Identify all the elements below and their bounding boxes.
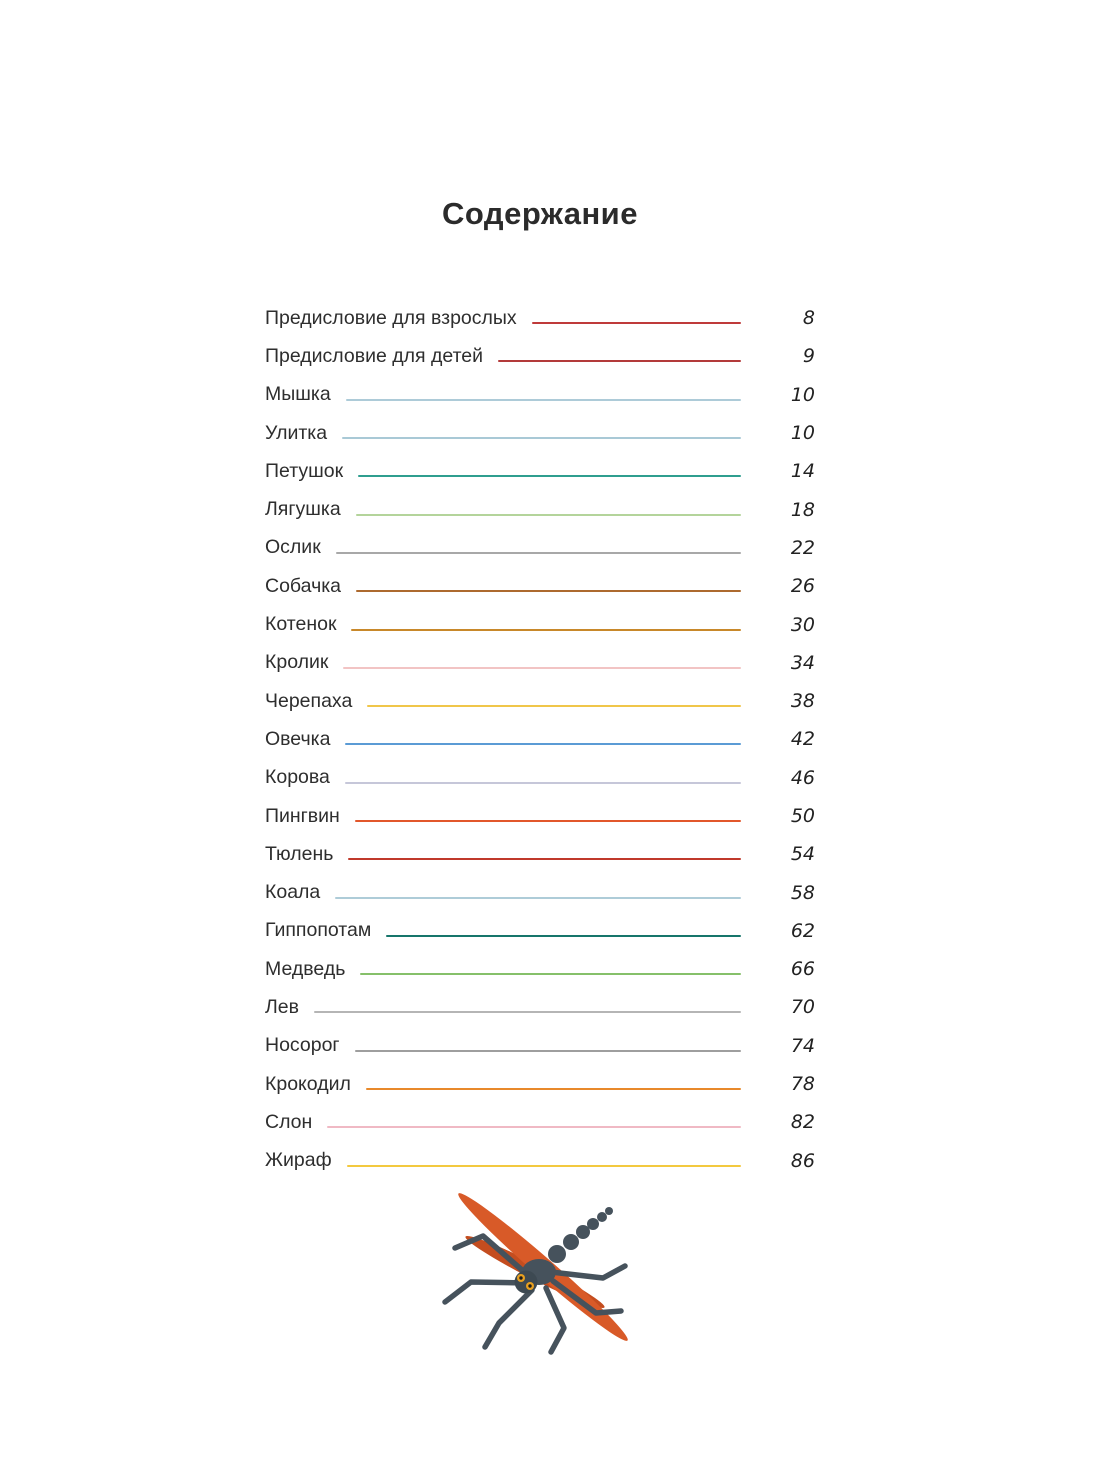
toc-entry-page: 8 xyxy=(802,307,815,330)
toc-leader-line xyxy=(336,552,741,554)
toc-entry-page: 58 xyxy=(790,881,815,904)
toc-leader-line xyxy=(360,973,741,975)
toc-entry-label: Крокодил xyxy=(265,1072,351,1095)
page-title: Содержание xyxy=(442,196,638,231)
toc-leader-line xyxy=(345,743,741,745)
toc-leader-line xyxy=(366,1088,741,1090)
toc-row xyxy=(265,720,815,758)
toc-row xyxy=(265,912,815,950)
toc-row xyxy=(265,1027,815,1065)
toc-row xyxy=(265,299,815,337)
toc-row xyxy=(265,797,815,835)
toc-entry-label: Петушок xyxy=(265,459,344,482)
toc-entry-label: Мышка xyxy=(265,383,331,406)
toc-row xyxy=(265,988,815,1026)
toc-entry-page: 78 xyxy=(790,1073,815,1096)
toc-leader-line xyxy=(335,897,741,899)
toc-row xyxy=(265,1103,815,1141)
toc-leader-line xyxy=(345,782,741,784)
toc-entry-label: Гиппопотам xyxy=(265,919,372,942)
toc-leader-line xyxy=(355,820,741,822)
toc-entry-label: Предисловие для взрослых xyxy=(265,306,517,329)
toc-entry-page: 30 xyxy=(790,613,815,636)
toc-entry-page: 74 xyxy=(790,1034,815,1057)
toc-row xyxy=(265,682,815,720)
toc-entry-page: 26 xyxy=(790,575,815,598)
toc-row xyxy=(265,1065,815,1103)
toc-leader-line xyxy=(351,629,741,631)
toc-row xyxy=(265,1142,815,1180)
toc-row xyxy=(265,950,815,988)
toc-entry-label: Черепаха xyxy=(265,689,353,712)
toc-row xyxy=(265,337,815,375)
toc-row xyxy=(265,605,815,643)
toc-entry-page: 54 xyxy=(790,843,815,866)
toc-entry-page: 46 xyxy=(790,766,815,789)
toc-entry-label: Кролик xyxy=(265,651,329,674)
toc-entry-page: 14 xyxy=(790,460,815,483)
toc-leader-line xyxy=(327,1126,741,1128)
toc-entry-page: 82 xyxy=(790,1111,815,1134)
toc-leader-line xyxy=(532,322,741,324)
toc-entry-label: Жираф xyxy=(265,1149,332,1172)
toc-entry-label: Лев xyxy=(265,995,300,1018)
toc-entry-label: Слон xyxy=(265,1110,313,1133)
toc-entry-label: Носорог xyxy=(265,1034,340,1057)
toc-leader-line xyxy=(347,1165,741,1167)
toc-row xyxy=(265,376,815,414)
toc-entry-label: Лягушка xyxy=(265,498,341,521)
toc-entry-page: 42 xyxy=(790,728,815,751)
toc-row xyxy=(265,529,815,567)
toc-entry-label: Улитка xyxy=(265,421,328,444)
toc-entry-label: Предисловие для детей xyxy=(265,344,484,367)
toc-leader-line xyxy=(346,399,741,401)
toc-row xyxy=(265,452,815,490)
toc-leader-line xyxy=(356,590,741,592)
toc-entry-page: 9 xyxy=(802,345,815,368)
toc-entry-label: Овечка xyxy=(265,727,331,750)
toc-entry-page: 70 xyxy=(790,996,815,1019)
toc-row xyxy=(265,873,815,911)
toc-entry-page: 22 xyxy=(790,536,815,559)
toc-leader-line xyxy=(348,858,741,860)
toc-row xyxy=(265,644,815,682)
toc-entry-page: 34 xyxy=(790,651,815,674)
toc-leader-line xyxy=(343,667,741,669)
toc-entry-label: Коала xyxy=(265,881,321,904)
toc-leader-line xyxy=(314,1011,741,1013)
toc-entry-page: 50 xyxy=(790,805,815,827)
toc-entry-label: Ослик xyxy=(265,536,321,559)
toc-row xyxy=(265,567,815,605)
dragonfly-abdomen-icon xyxy=(548,1207,613,1263)
toc-leader-line xyxy=(356,514,741,516)
toc-leader-line xyxy=(386,935,741,937)
toc-entry-label: Медведь xyxy=(265,957,346,980)
toc-entry-page: 18 xyxy=(790,498,815,521)
toc-entry-label: Собачка xyxy=(265,574,342,597)
toc-entry-label: Корова xyxy=(265,766,330,789)
toc-leader-line xyxy=(342,437,741,439)
toc-entry-label: Котенок xyxy=(265,613,337,636)
toc-entry-label: Пингвин xyxy=(265,804,340,827)
toc-entry-page: 10 xyxy=(790,422,815,445)
toc-entry-label: Тюлень xyxy=(265,842,334,865)
toc-entry-page: 86 xyxy=(790,1149,815,1172)
toc-entry-page: 62 xyxy=(790,919,815,942)
toc-row xyxy=(265,759,815,797)
toc-row xyxy=(265,835,815,873)
toc-entry-page: 38 xyxy=(790,690,815,713)
toc-leader-line xyxy=(358,475,741,477)
toc-entry-page: 10 xyxy=(790,383,815,406)
toc-list xyxy=(265,299,815,1180)
toc-entry-page: 66 xyxy=(790,958,815,981)
dragonfly-illustration xyxy=(425,1182,660,1360)
dragonfly-head-icon xyxy=(515,1271,538,1294)
toc-row xyxy=(265,490,815,528)
toc-leader-line xyxy=(355,1050,741,1052)
toc-row xyxy=(265,414,815,452)
toc-leader-line xyxy=(498,360,741,362)
toc-leader-line xyxy=(367,705,741,707)
